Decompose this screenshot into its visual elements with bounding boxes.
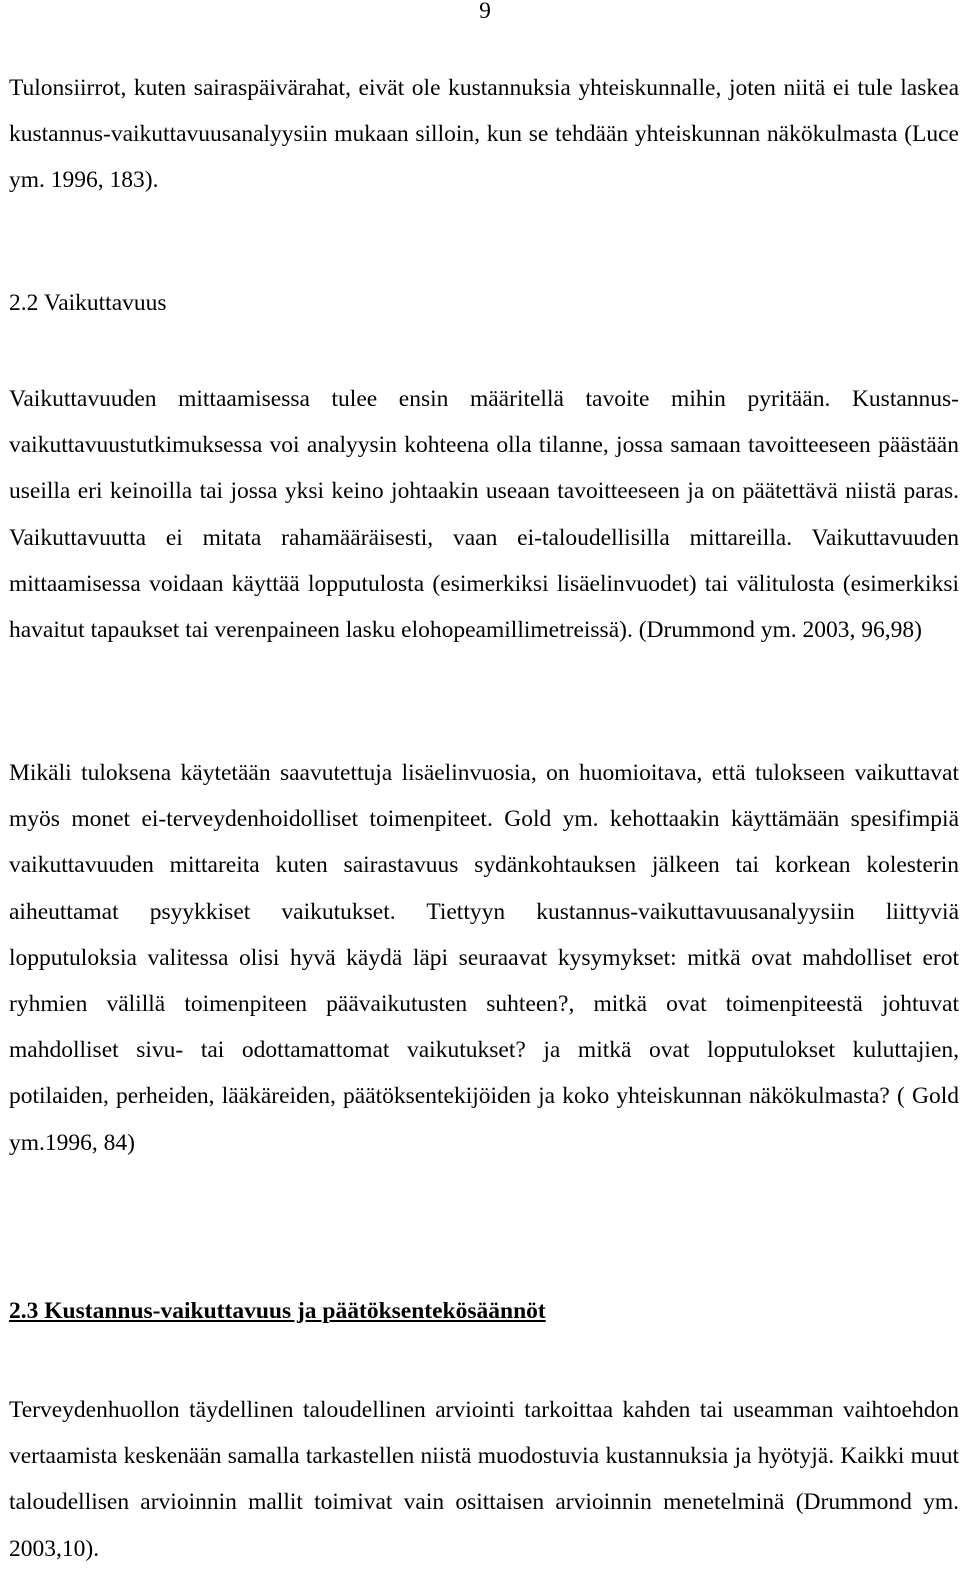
section-heading-2-2: 2.2 Vaikuttavuus [9, 290, 167, 316]
page-number: 9 [479, 0, 491, 24]
paragraph-vaikuttavuus-1: Vaikuttavuuden mittaamisessa tulee ensin määritellä tavoite mihin pyritään. Kustannus-vaikuttavuustutkimuksessa voi analyysin kohteena olla tilanne, jossa samaan tavoitteeseen päästään useilla eri keinoilla tai jossa yksi keino johtaakin useaan tavoitteeseen ja on päätettävä niistä paras. Vaikuttavuutta ei mitata rahamääräisesti, vaan ei-taloudellisilla mittareilla. Vaikuttavuuden mittaamisessa voidaan käyttää lopputulosta (esimerkiksi lisäelinvuodet) tai välitulosta (esimerkiksi havaitut tapaukset tai verenpaineen lasku elohopeamillimetreissä). (Drummond ym. 2003, 96,98) [9, 386, 959, 644]
paragraph-kustannus-vaikuttavuus: Terveydenhuollon täydellinen taloudellinen arviointi tarkoittaa kahden tai useamman vaihtoehdon vertaamista keskenään samalla tarkastellen niistä muodostuvia kustannuksia ja hyötyjä. Kaikki muut taloudellisen arvioinnin mallit toimivat vain osittaisen arvioinnin menetelminä (Drummond ym. 2003,10). [9, 1397, 959, 1562]
section-heading-2-3: 2.3 Kustannus-vaikuttavuus ja päätöksentekösäännöt [9, 1298, 546, 1324]
paragraph-vaikuttavuus-2: Mikäli tuloksena käytetään saavutettuja lisäelinvuosia, on huomioitava, että tulokseen vaikuttavat myös monet ei-terveydenhoidolliset toimenpiteet. Gold ym. kehottaakin käyttämään spesifimpiä vaikuttavuuden mittareita kuten sairastavuus sydänkohtauksen jälkeen tai korkean kolesterin aiheuttamat psyykkiset vaikutukset. Tiettyyn kustannus-vaikuttavuusanalyysiin liittyviä lopputuloksia valitessa olisi hyvä käydä läpi seuraavat kysymykset: mitkä ovat mahdolliset erot ryhmien välillä toimenpiteen päävaikutusten suhteen?, mitkä ovat toimenpiteestä johtuvat mahdolliset sivu- tai odottamattomat vaikutukset? ja mitkä ovat lopputulokset kuluttajien, potilaiden, perheiden, lääkäreiden, päätöksentekijöiden ja koko yhteiskunnan näkökulmasta? ( Gold ym.1996, 84) [9, 760, 959, 1156]
intro-paragraph: Tulonsiirrot, kuten sairaspäivärahat, eivät ole kustannuksia yhteiskunnalle, joten niitä ei tule laskea kustannus-vaikuttavuusanalyysiin mukaan silloin, kun se tehdään yhteiskunnan näkökulmasta (Luce ym. 1996, 183). [9, 75, 959, 194]
